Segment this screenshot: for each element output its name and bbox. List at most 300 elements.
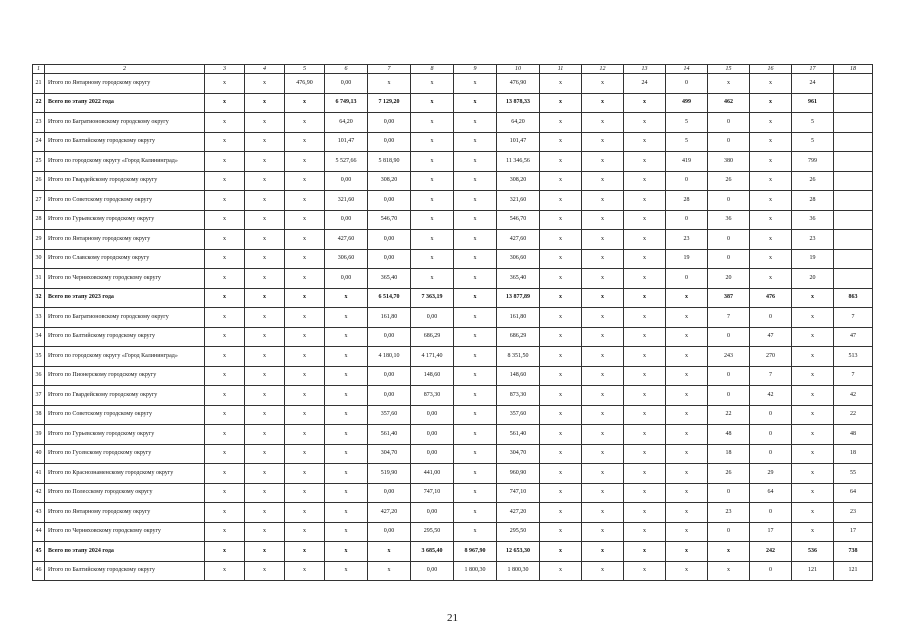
value-cell: х [624,288,666,308]
value-cell: 0 [750,425,792,445]
row-name-cell: Итого по Черняховскому городскому округу [45,522,205,542]
value-cell: 12 653,30 [497,542,540,562]
value-cell: х [411,269,454,289]
table-row [33,503,873,523]
value-cell: 0 [708,230,750,250]
row-name-cell: Итого по Гурьевскому городскому округу [45,425,205,445]
value-cell: х [540,366,582,386]
value-cell: х [285,522,325,542]
value-cell: х [666,347,708,367]
value-cell: х [205,210,245,230]
value-cell: 308,20 [497,171,540,191]
value-cell: 561,40 [368,425,411,445]
value-cell: х [245,93,285,113]
value-cell: х [582,171,624,191]
row-number-cell: 29 [33,230,45,250]
row-number-cell: 26 [33,171,45,191]
row-name-cell: Всего по этапу 2024 года [45,542,205,562]
row-name-cell: Итого по Пионерскому городскому округу [45,366,205,386]
value-cell: х [582,113,624,133]
row-name-cell: Итого по Черняховскому городскому округу [45,269,205,289]
row-name-cell: Итого по Багратионовскому городскому округу [45,308,205,328]
value-cell: х [666,366,708,386]
value-cell: 0 [666,171,708,191]
row-number-cell: 34 [33,327,45,347]
value-cell: х [454,288,497,308]
value-cell: 36 [708,210,750,230]
value-cell: х [285,288,325,308]
row-number-cell: 22 [33,93,45,113]
value-cell: 20 [792,269,834,289]
value-cell: 64,20 [497,113,540,133]
value-cell: 7 363,19 [411,288,454,308]
value-cell: х [582,405,624,425]
value-cell: 0,00 [368,522,411,542]
value-cell: 13 878,33 [497,93,540,113]
table-row [33,249,873,269]
empty-cell [834,249,873,269]
row-number-cell: 31 [33,269,45,289]
value-cell: х [245,171,285,191]
value-cell: х [205,561,245,581]
value-cell: 536 [792,542,834,562]
value-cell: 23 [792,230,834,250]
value-cell: х [454,230,497,250]
row-number-cell: 40 [33,444,45,464]
value-cell: х [245,522,285,542]
value-cell: х [454,113,497,133]
value-cell: х [454,308,497,328]
header-cell: 16 [750,65,792,74]
value-cell: х [624,132,666,152]
value-cell: х [285,464,325,484]
row-name-cell: Итого по городскому округу «Город Калининград» [45,347,205,367]
value-cell: х [325,288,368,308]
row-name-cell: Итого по Балтийскому городскому округу [45,132,205,152]
value-cell: х [624,113,666,133]
value-cell: х [666,308,708,328]
value-cell: х [411,191,454,211]
value-cell: х [205,269,245,289]
value-cell: х [205,113,245,133]
value-cell: х [454,347,497,367]
value-cell: х [540,74,582,94]
value-cell: 387 [708,288,750,308]
value-cell: х [540,269,582,289]
value-cell: 308,20 [368,171,411,191]
value-cell: 0,00 [368,113,411,133]
value-cell: х [325,444,368,464]
value-cell: х [411,152,454,172]
value-cell: 28 [792,191,834,211]
value-cell: х [245,444,285,464]
row-number-cell: 44 [33,522,45,542]
row-number-cell: 24 [33,132,45,152]
value-cell: х [792,288,834,308]
value-cell: х [454,483,497,503]
value-cell: х [454,132,497,152]
value-cell: х [325,308,368,328]
value-cell: х [540,210,582,230]
value-cell: х [666,503,708,523]
row-name-cell: Всего по этапу 2023 года [45,288,205,308]
value-cell: 101,47 [497,132,540,152]
value-cell: 0 [750,503,792,523]
value-cell: х [205,444,245,464]
value-cell: х [792,522,834,542]
value-cell: х [285,561,325,581]
table-row [33,386,873,406]
value-cell: х [540,464,582,484]
value-cell: 26 [708,171,750,191]
value-cell: 4 171,40 [411,347,454,367]
value-cell: х [582,288,624,308]
table-row [33,425,873,445]
value-cell: 0 [708,132,750,152]
value-cell: 799 [792,152,834,172]
value-cell: х [582,386,624,406]
value-cell: х [325,366,368,386]
total-row [33,542,873,562]
value-cell: 0,00 [325,171,368,191]
value-cell: х [624,405,666,425]
value-cell: х [582,210,624,230]
value-cell: х [205,308,245,328]
table-row [33,191,873,211]
value-cell: х [750,230,792,250]
row-name-cell: Всего по этапу 2022 года [45,93,205,113]
value-cell: 0,00 [368,191,411,211]
value-cell: х [666,444,708,464]
value-cell: 427,20 [368,503,411,523]
table-row [33,366,873,386]
row-name-cell: Итого по Гурьевскому городскому округу [45,210,205,230]
value-cell: х [245,210,285,230]
value-cell: х [325,464,368,484]
value-cell: х [708,561,750,581]
value-cell: 873,30 [497,386,540,406]
value-cell: х [540,483,582,503]
value-cell: х [624,561,666,581]
value-cell: 7 [750,366,792,386]
value-cell: х [454,93,497,113]
value-cell: х [750,113,792,133]
value-cell: х [540,503,582,523]
value-cell: х [285,327,325,347]
value-cell: 380 [708,152,750,172]
value-cell: х [582,444,624,464]
value-cell: х [454,405,497,425]
value-cell: х [368,561,411,581]
value-cell: х [666,425,708,445]
row-number-cell: 32 [33,288,45,308]
value-cell: 22 [834,405,873,425]
value-cell: 8 351,50 [497,347,540,367]
value-cell: х [750,132,792,152]
value-cell: х [411,74,454,94]
value-cell: х [285,542,325,562]
table-body [33,65,873,581]
value-cell: 36 [792,210,834,230]
value-cell: 0,00 [411,561,454,581]
value-cell: х [708,542,750,562]
value-cell: 5 [666,113,708,133]
row-number-cell: 25 [33,152,45,172]
value-cell: 5 [792,132,834,152]
row-number-cell: 27 [33,191,45,211]
value-cell: х [454,171,497,191]
value-cell: 0 [750,444,792,464]
value-cell: х [285,113,325,133]
value-cell: х [582,132,624,152]
value-cell: 13 877,89 [497,288,540,308]
value-cell: х [454,74,497,94]
value-cell: 513 [834,347,873,367]
value-cell: х [540,542,582,562]
value-cell: 873,30 [411,386,454,406]
value-cell: 0,00 [368,483,411,503]
table-row [33,132,873,152]
value-cell: х [792,327,834,347]
header-cell: 5 [285,65,325,74]
header-cell: 15 [708,65,750,74]
value-cell: х [411,210,454,230]
row-number-cell: 36 [33,366,45,386]
value-cell: х [540,308,582,328]
row-number-cell: 33 [33,308,45,328]
value-cell: 304,70 [368,444,411,464]
value-cell: х [540,152,582,172]
value-cell: 29 [750,464,792,484]
row-name-cell: Итого по Гусевскому городскому округу [45,444,205,464]
value-cell: 23 [666,230,708,250]
value-cell: х [582,464,624,484]
table-row [33,113,873,133]
value-cell: х [285,386,325,406]
value-cell: 0 [708,249,750,269]
value-cell: х [454,327,497,347]
value-cell: х [624,483,666,503]
value-cell: х [245,249,285,269]
value-cell: х [624,444,666,464]
total-row [33,93,873,113]
value-cell: х [666,483,708,503]
value-cell: х [666,405,708,425]
value-cell: х [325,327,368,347]
value-cell: х [582,152,624,172]
value-cell: 17 [834,522,873,542]
value-cell: 242 [750,542,792,562]
value-cell: х [205,288,245,308]
table-row [33,405,873,425]
empty-cell [834,191,873,211]
value-cell: 3 685,40 [411,542,454,562]
header-cell: 7 [368,65,411,74]
table-row [33,522,873,542]
value-cell: х [285,249,325,269]
value-cell: х [205,171,245,191]
value-cell: х [245,386,285,406]
header-row [33,65,873,74]
value-cell: 0,00 [325,269,368,289]
value-cell: 243 [708,347,750,367]
header-cell: 13 [624,65,666,74]
value-cell: х [624,386,666,406]
value-cell: 462 [708,93,750,113]
empty-cell [834,132,873,152]
value-cell: х [325,522,368,542]
value-cell: х [624,347,666,367]
value-cell: 64 [834,483,873,503]
value-cell: х [540,93,582,113]
header-cell: 18 [834,65,873,74]
empty-cell [834,74,873,94]
value-cell: 26 [708,464,750,484]
header-cell: 6 [325,65,368,74]
value-cell: х [411,171,454,191]
value-cell: х [285,503,325,523]
value-cell: 161,80 [497,308,540,328]
row-number-cell: 42 [33,483,45,503]
value-cell: х [792,483,834,503]
row-name-cell: Итого по Гвардейскому городскому округу [45,171,205,191]
table-row [33,327,873,347]
value-cell: 5 [792,113,834,133]
value-cell: х [245,269,285,289]
value-cell: 0 [666,74,708,94]
value-cell: х [454,152,497,172]
header-cell: 1 [33,65,45,74]
value-cell: х [582,425,624,445]
value-cell: х [454,269,497,289]
row-number-cell: 38 [33,405,45,425]
value-cell: х [666,288,708,308]
value-cell: х [582,366,624,386]
row-name-cell: Итого по городскому округу «Город Калининград» [45,152,205,172]
value-cell: х [582,269,624,289]
value-cell: х [285,483,325,503]
value-cell: х [205,503,245,523]
row-name-cell: Итого по Гвардейскому городскому округу [45,386,205,406]
value-cell: х [624,249,666,269]
value-cell: х [411,230,454,250]
value-cell: 295,50 [497,522,540,542]
empty-cell [834,113,873,133]
value-cell: х [540,191,582,211]
value-cell: 47 [834,327,873,347]
value-cell: х [454,522,497,542]
value-cell: х [285,152,325,172]
value-cell: 0 [666,210,708,230]
value-cell: 0 [708,327,750,347]
value-cell: 0 [708,113,750,133]
value-cell: 5 [666,132,708,152]
value-cell: х [582,327,624,347]
value-cell: 863 [834,288,873,308]
table-row [33,561,873,581]
row-name-cell: Итого по Славскому городскому округу [45,249,205,269]
header-cell: 2 [45,65,205,74]
value-cell: х [624,269,666,289]
value-cell: 0 [666,269,708,289]
value-cell: х [245,464,285,484]
value-cell: 23 [834,503,873,523]
value-cell: 6 749,13 [325,93,368,113]
table-row [33,74,873,94]
value-cell: 7 [708,308,750,328]
row-name-cell: Итого по Янтарному городскому округу [45,503,205,523]
value-cell: х [205,366,245,386]
value-cell: 365,40 [368,269,411,289]
value-cell: х [325,483,368,503]
value-cell: 738 [834,542,873,562]
value-cell: х [792,386,834,406]
table-row [33,269,873,289]
value-cell: х [750,74,792,94]
value-cell: 499 [666,93,708,113]
value-cell: х [205,386,245,406]
value-cell: 5 818,90 [368,152,411,172]
value-cell: х [205,230,245,250]
value-cell: 561,40 [497,425,540,445]
value-cell: х [205,93,245,113]
value-cell: х [792,464,834,484]
value-cell: х [205,464,245,484]
value-cell: х [245,308,285,328]
empty-cell [834,269,873,289]
value-cell: х [624,152,666,172]
value-cell: х [411,93,454,113]
table-row [33,230,873,250]
value-cell: х [540,327,582,347]
table-row [33,210,873,230]
value-cell: х [205,249,245,269]
value-cell: 476,90 [497,74,540,94]
value-cell: 148,60 [411,366,454,386]
value-cell: х [205,522,245,542]
value-cell: х [540,522,582,542]
value-cell: 48 [834,425,873,445]
header-cell: 10 [497,65,540,74]
row-name-cell: Итого по Багратионовскому городскому округу [45,113,205,133]
value-cell: х [624,171,666,191]
value-cell: х [540,561,582,581]
value-cell: 26 [792,171,834,191]
value-cell: 0,00 [411,425,454,445]
value-cell: х [624,308,666,328]
row-name-cell: Итого по Балтийскому городскому округу [45,561,205,581]
value-cell: 7 [834,366,873,386]
value-cell: х [624,366,666,386]
value-cell: х [750,93,792,113]
value-cell: 101,47 [325,132,368,152]
value-cell: 7 [834,308,873,328]
value-cell: х [245,483,285,503]
value-cell: х [624,542,666,562]
value-cell: 1 800,30 [454,561,497,581]
value-cell: х [325,561,368,581]
page-number: 21 [447,612,458,624]
value-cell: 321,60 [497,191,540,211]
value-cell: х [325,503,368,523]
value-cell: х [205,425,245,445]
value-cell: х [411,249,454,269]
table-row [33,444,873,464]
value-cell: х [205,74,245,94]
value-cell: 24 [792,74,834,94]
row-name-cell: Итого по Янтарному городскому округу [45,230,205,250]
value-cell: 0 [708,386,750,406]
